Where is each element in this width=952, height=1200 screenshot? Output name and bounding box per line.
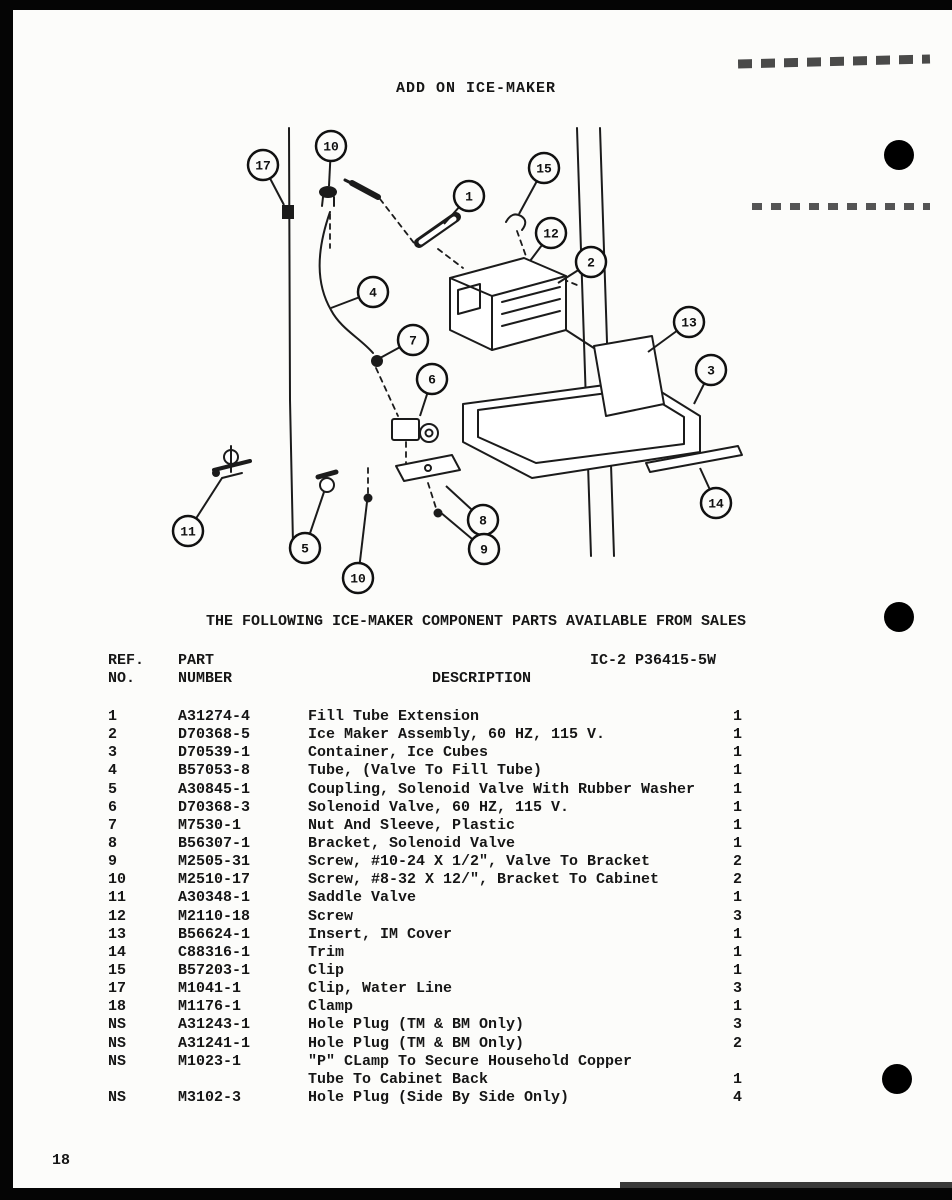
cell-desc: Clip, Water Line bbox=[308, 980, 453, 998]
fill-tube-highlight bbox=[421, 219, 454, 242]
cell-ref bbox=[108, 1071, 178, 1089]
cell-ref: 8 bbox=[108, 834, 118, 852]
cell-part: M2505-31 bbox=[178, 853, 251, 871]
cell-qty: 1 bbox=[733, 961, 743, 979]
cell-desc: Clamp bbox=[308, 998, 354, 1016]
callout-12 bbox=[530, 218, 566, 261]
parts-table-body bbox=[0, 708, 952, 1107]
scan-smudge bbox=[738, 54, 930, 68]
cell-qty: 1 bbox=[733, 834, 743, 852]
callout-8 bbox=[446, 486, 498, 535]
cell-desc: Insert, IM Cover bbox=[308, 925, 453, 943]
cell-ref: 5 bbox=[108, 780, 118, 798]
cell-part: B56307-1 bbox=[178, 834, 251, 852]
svg-text:13: 13 bbox=[681, 315, 697, 331]
cell-ref: 14 bbox=[108, 943, 127, 961]
cell-qty: 1 bbox=[733, 762, 743, 780]
cell-ref: 2 bbox=[108, 726, 118, 744]
cell-ref: 18 bbox=[108, 998, 127, 1016]
cell-qty: 3 bbox=[733, 980, 743, 998]
svg-text:5: 5 bbox=[301, 541, 309, 557]
svg-text:6: 6 bbox=[428, 372, 436, 388]
callout-15 bbox=[519, 153, 559, 214]
callout-6 bbox=[417, 364, 447, 416]
cell-part: B57053-8 bbox=[178, 762, 251, 780]
page-number: 18 bbox=[52, 1152, 71, 1169]
table-row bbox=[0, 1071, 952, 1089]
callout-10 bbox=[316, 131, 346, 186]
water-line-clip bbox=[282, 205, 294, 219]
cell-desc: Solenoid Valve, 60 HZ, 115 V. bbox=[308, 798, 570, 816]
cell-part: D70368-3 bbox=[178, 798, 251, 816]
solenoid-coil bbox=[420, 424, 438, 442]
callout-17 bbox=[248, 150, 284, 205]
cell-ref: NS bbox=[108, 1034, 127, 1052]
table-row bbox=[0, 835, 952, 853]
svg-text:4: 4 bbox=[369, 285, 377, 301]
cell-ref: 3 bbox=[108, 744, 118, 762]
header-description: DESCRIPTION bbox=[432, 670, 532, 687]
valve-bracket bbox=[396, 455, 460, 481]
cell-ref: NS bbox=[108, 1088, 127, 1106]
cell-part: M3102-3 bbox=[178, 1088, 242, 1106]
cell-qty: 2 bbox=[733, 1034, 743, 1052]
svg-text:10: 10 bbox=[323, 139, 339, 155]
cell-desc: Tube, (Valve To Fill Tube) bbox=[308, 762, 543, 780]
cell-ref: 1 bbox=[108, 708, 118, 725]
table-row bbox=[0, 926, 952, 944]
cell-qty: 1 bbox=[733, 1070, 743, 1088]
svg-text:10: 10 bbox=[350, 571, 366, 587]
cell-desc: Hole Plug (TM & BM Only) bbox=[308, 1016, 525, 1034]
cell-desc: "P" CLamp To Secure Household Copper bbox=[308, 1052, 633, 1070]
cell-part: A31241-1 bbox=[178, 1034, 251, 1052]
cell-qty: 3 bbox=[733, 1016, 743, 1034]
callout-11 bbox=[173, 478, 222, 546]
cell-ref: 17 bbox=[108, 980, 127, 998]
sales-availability-line: THE FOLLOWING ICE-MAKER COMPONENT PARTS AVAILABLE FROM SALES bbox=[205, 613, 747, 630]
cell-ref: 6 bbox=[108, 798, 118, 816]
cell-desc: Hole Plug (TM & BM Only) bbox=[308, 1034, 525, 1052]
cell-part: D70539-1 bbox=[178, 744, 251, 762]
table-row bbox=[0, 889, 952, 907]
cell-qty: 1 bbox=[733, 726, 743, 744]
table-row bbox=[0, 944, 952, 962]
exploded-diagram bbox=[0, 105, 952, 610]
cell-desc: Screw bbox=[308, 907, 354, 925]
table-row bbox=[0, 980, 952, 998]
cell-desc: Bracket, Solenoid Valve bbox=[308, 834, 516, 852]
callout-1 bbox=[444, 181, 484, 224]
cell-ref: 13 bbox=[108, 925, 127, 943]
cell-desc: Saddle Valve bbox=[308, 889, 417, 907]
svg-text:1: 1 bbox=[465, 189, 473, 205]
cell-desc: Ice Maker Assembly, 60 HZ, 115 V. bbox=[308, 726, 606, 744]
callout-14 bbox=[700, 468, 731, 518]
cell-part: M7530-1 bbox=[178, 816, 242, 834]
grommet-legs bbox=[322, 197, 334, 206]
cell-desc: Fill Tube Extension bbox=[308, 708, 480, 725]
svg-text:14: 14 bbox=[708, 496, 724, 512]
svg-text:15: 15 bbox=[536, 161, 552, 177]
callout-10 bbox=[343, 502, 373, 593]
callout-4 bbox=[331, 277, 388, 308]
svg-text:17: 17 bbox=[255, 158, 271, 174]
cell-part: B57203-1 bbox=[178, 961, 251, 979]
svg-text:8: 8 bbox=[479, 513, 487, 529]
table-row bbox=[0, 708, 952, 726]
table-row bbox=[0, 908, 952, 926]
cell-part: D70368-5 bbox=[178, 726, 251, 744]
table-row bbox=[0, 1089, 952, 1107]
cell-part: A31243-1 bbox=[178, 1016, 251, 1034]
cell-ref: NS bbox=[108, 1016, 127, 1034]
header-part: PART bbox=[178, 652, 215, 669]
cell-ref: 9 bbox=[108, 853, 118, 871]
cell-qty: 1 bbox=[733, 708, 743, 725]
cell-qty: 4 bbox=[733, 1088, 743, 1106]
cell-qty: 3 bbox=[733, 907, 743, 925]
cell-desc: Screw, #10-24 X 1/2", Valve To Bracket bbox=[308, 853, 651, 871]
cell-desc: Hole Plug (Side By Side Only) bbox=[308, 1088, 570, 1106]
screw bbox=[364, 494, 373, 503]
clip bbox=[506, 214, 525, 230]
doc-code: IC-2 P36415-5W bbox=[590, 652, 717, 669]
table-row bbox=[0, 853, 952, 871]
cell-part: A30845-1 bbox=[178, 780, 251, 798]
cell-qty: 1 bbox=[733, 798, 743, 816]
cell-ref: 11 bbox=[108, 889, 127, 907]
cell-qty: 2 bbox=[733, 871, 743, 889]
saddle-valve-nut bbox=[212, 469, 220, 477]
callout-3 bbox=[694, 355, 726, 404]
scan-edge-top bbox=[0, 0, 952, 10]
cell-qty: 1 bbox=[733, 780, 743, 798]
cell-part: M2510-17 bbox=[178, 871, 251, 889]
cell-desc: Nut And Sleeve, Plastic bbox=[308, 816, 516, 834]
svg-text:11: 11 bbox=[180, 524, 196, 540]
cell-desc: Clip bbox=[308, 961, 345, 979]
table-row bbox=[0, 762, 952, 780]
coupling-neck bbox=[318, 472, 336, 477]
cell-part: A30348-1 bbox=[178, 889, 251, 907]
cell-desc: Tube To Cabinet Back bbox=[308, 1070, 489, 1088]
table-row bbox=[0, 781, 952, 799]
cell-desc: Screw, #8-32 X 12/", Bracket To Cabinet bbox=[308, 871, 660, 889]
cell-part: M1176-1 bbox=[178, 998, 242, 1016]
cell-ref: 15 bbox=[108, 961, 127, 979]
cell-qty: 1 bbox=[733, 889, 743, 907]
table-row bbox=[0, 1035, 952, 1053]
svg-text:3: 3 bbox=[707, 363, 715, 379]
cell-ref: 4 bbox=[108, 762, 118, 780]
table-row bbox=[0, 962, 952, 980]
callout-13 bbox=[648, 307, 704, 352]
svg-text:12: 12 bbox=[543, 226, 559, 242]
table-row bbox=[0, 871, 952, 889]
cell-desc: Trim bbox=[308, 943, 345, 961]
solenoid-valve bbox=[392, 419, 419, 440]
cell-part: M1041-1 bbox=[178, 980, 242, 998]
table-row bbox=[0, 1016, 952, 1034]
cell-qty: 1 bbox=[733, 925, 743, 943]
table-row bbox=[0, 998, 952, 1016]
table-row bbox=[0, 799, 952, 817]
cell-ref: 10 bbox=[108, 871, 127, 889]
page-title: ADD ON ICE-MAKER bbox=[395, 80, 557, 97]
header-ref: REF. bbox=[108, 652, 145, 669]
table-row bbox=[0, 744, 952, 762]
svg-text:7: 7 bbox=[409, 333, 417, 349]
table-row bbox=[0, 817, 952, 835]
cell-qty: 2 bbox=[733, 853, 743, 871]
cell-desc: Coupling, Solenoid Valve With Rubber Washer bbox=[308, 780, 696, 798]
cell-ref: NS bbox=[108, 1052, 127, 1070]
table-row bbox=[0, 1053, 952, 1071]
cell-part bbox=[178, 1071, 308, 1089]
header-no: NO. bbox=[108, 670, 136, 687]
svg-text:2: 2 bbox=[587, 255, 595, 271]
svg-text:9: 9 bbox=[480, 542, 488, 558]
cell-part: A31274-4 bbox=[178, 708, 251, 725]
cell-part: M1023-1 bbox=[178, 1052, 242, 1070]
ice-maker-assembly bbox=[450, 258, 566, 350]
cell-qty: 1 bbox=[733, 816, 743, 834]
coupling bbox=[320, 478, 334, 492]
table-row bbox=[0, 726, 952, 744]
cell-qty bbox=[733, 1053, 773, 1071]
cell-part: M2110-18 bbox=[178, 907, 251, 925]
cell-part: B56624-1 bbox=[178, 925, 251, 943]
cell-desc: Container, Ice Cubes bbox=[308, 744, 489, 762]
cell-ref: 12 bbox=[108, 907, 127, 925]
cell-part: C88316-1 bbox=[178, 943, 251, 961]
cell-ref: 7 bbox=[108, 816, 118, 834]
cell-qty: 1 bbox=[733, 744, 743, 762]
callout-5 bbox=[290, 492, 324, 563]
water-line bbox=[289, 128, 293, 544]
cell-qty: 1 bbox=[733, 998, 743, 1016]
callout-7 bbox=[380, 325, 428, 358]
cell-qty: 1 bbox=[733, 943, 743, 961]
header-number: NUMBER bbox=[178, 670, 233, 687]
scan-smudge bbox=[620, 1182, 952, 1190]
